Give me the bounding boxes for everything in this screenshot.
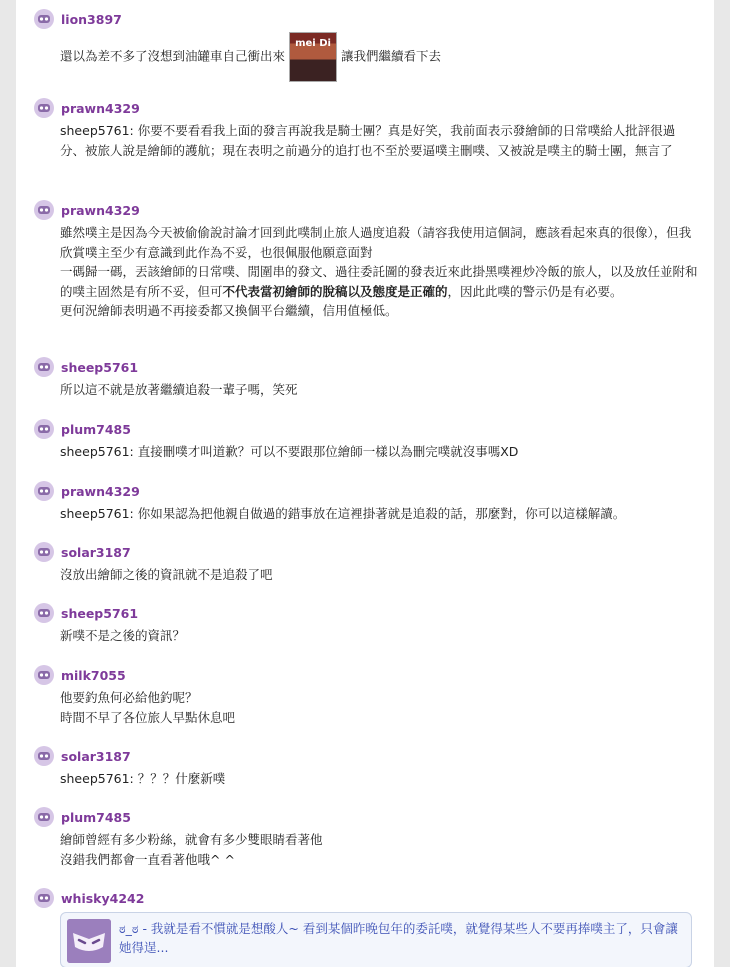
plurk-link-preview[interactable]: [60, 912, 692, 967]
username[interactable]: prawn4329: [61, 100, 140, 116]
mask-icon: [36, 748, 52, 764]
response-text: 雖然噗主是因為今天被偷偷說討論才回到此噗制止旅人過度追殺（請容我使用這個詞，應該看起來真的很像），但我欣賞噗主至少有意識到此作為不妥，也很佩服他願意面對 一碼歸一碼，丟該繪師的日常噗、閒圍串的發文、過往委託圖的發表近來此掛黑噗裡炒冷飯的旅人，以及放任並附和的噗主固然是有所不妥，但可不代表當初繪師的脫稿以及態度是正確的，因此此噗的警示仍是有必要。 更何況繪師表明過不再接委都又換個平台繼續，信用值極低。: [60, 225, 698, 318]
response-item: [34, 199, 700, 321]
username[interactable]: whisky4242: [61, 890, 145, 906]
response-text: sheep5761: 直接刪噗才叫道歉？可以不要跟那位繪師一樣以為刪完噗就沒事嗎XD: [60, 444, 519, 459]
mask-icon: [36, 890, 52, 906]
mask-icon: [36, 809, 52, 825]
username[interactable]: plum7485: [61, 809, 131, 825]
mask-icon: [36, 202, 52, 218]
username[interactable]: milk7055: [61, 667, 126, 683]
response-item: [34, 356, 700, 400]
response-text: sheep5761: ？？？什麼新噗: [60, 771, 226, 786]
response-text: 繪師曾經有多少粉絲，就會有多少雙眼睛看著他 沒錯我們都會一直看著他哦^ ^: [60, 832, 323, 867]
avatar[interactable]: [34, 807, 54, 827]
mask-icon: [36, 100, 52, 116]
response-item: [34, 541, 700, 585]
response-text: sheep5761: 你如果認為把他親自做過的錯事放在這裡掛著就是追殺的話，那麼對，你可以這樣解讀。: [60, 506, 626, 521]
username[interactable]: sheep5761: [61, 359, 139, 375]
response-text: 新噗不是之後的資訊？: [60, 628, 186, 643]
response-item: [34, 887, 700, 909]
link-preview-text[interactable]: ಠ_ಠ - 我就是看不慣就是想酸人~ 看到某個昨晚包年的委託噗，就覺得某些人不要再捧噗主了，只會讓她得逞...: [119, 921, 678, 955]
reaction-image[interactable]: mei Di: [289, 32, 337, 82]
response-text: 他要釣魚何必給他釣呢？ 時間不早了各位旅人早點休息吧: [60, 690, 236, 725]
response-item: [34, 745, 700, 789]
username[interactable]: sheep5761: [61, 605, 139, 621]
response-item: [34, 602, 700, 646]
response-item: [34, 8, 700, 82]
username[interactable]: lion3897: [61, 11, 122, 27]
avatar[interactable]: [34, 603, 54, 623]
avatar[interactable]: [34, 888, 54, 908]
response-text: 所以這不就是放著繼續追殺一輩子嗎，笑死: [60, 382, 298, 397]
response-text: 還以為差不多了沒想到油罐車自己衝出來 mei Di 讓我們繼續看下去: [60, 32, 700, 82]
response-text: sheep5761: 你要不要看看我上面的發言再說我是騎士團？真是好笑，我前面表示發繪師的日常噗給人批評很過分、被旅人說是繪師的護航；現在表明之前過分的追打也不至於要逼噗主刪噗、又被說是噗主的騎士團，無言了: [60, 123, 676, 158]
response-item: [34, 664, 700, 727]
mask-icon: [36, 667, 52, 683]
avatar[interactable]: [34, 357, 54, 377]
response-item: [34, 806, 700, 869]
avatar[interactable]: [34, 419, 54, 439]
avatar[interactable]: [34, 9, 54, 29]
avatar[interactable]: [34, 200, 54, 220]
mask-icon: [36, 11, 52, 27]
username[interactable]: solar3187: [61, 544, 131, 560]
mask-thumbnail-icon: [67, 919, 111, 963]
username[interactable]: prawn4329: [61, 202, 140, 218]
mask-icon: [36, 483, 52, 499]
response-text: 沒放出繪師之後的資訊就不是追殺了吧: [60, 567, 273, 582]
avatar[interactable]: [34, 542, 54, 562]
plurk-response-list: [16, 0, 714, 967]
username[interactable]: plum7485: [61, 421, 131, 437]
avatar[interactable]: [34, 665, 54, 685]
mask-icon: [36, 421, 52, 437]
mask-icon: [36, 544, 52, 560]
mask-icon: [36, 605, 52, 621]
response-item: [34, 480, 700, 524]
response-item: [34, 418, 700, 462]
mask-icon: [36, 359, 52, 375]
avatar[interactable]: [34, 481, 54, 501]
username[interactable]: solar3187: [61, 748, 131, 764]
username[interactable]: prawn4329: [61, 483, 140, 499]
avatar[interactable]: [34, 98, 54, 118]
avatar[interactable]: [34, 746, 54, 766]
response-item: [34, 97, 700, 160]
